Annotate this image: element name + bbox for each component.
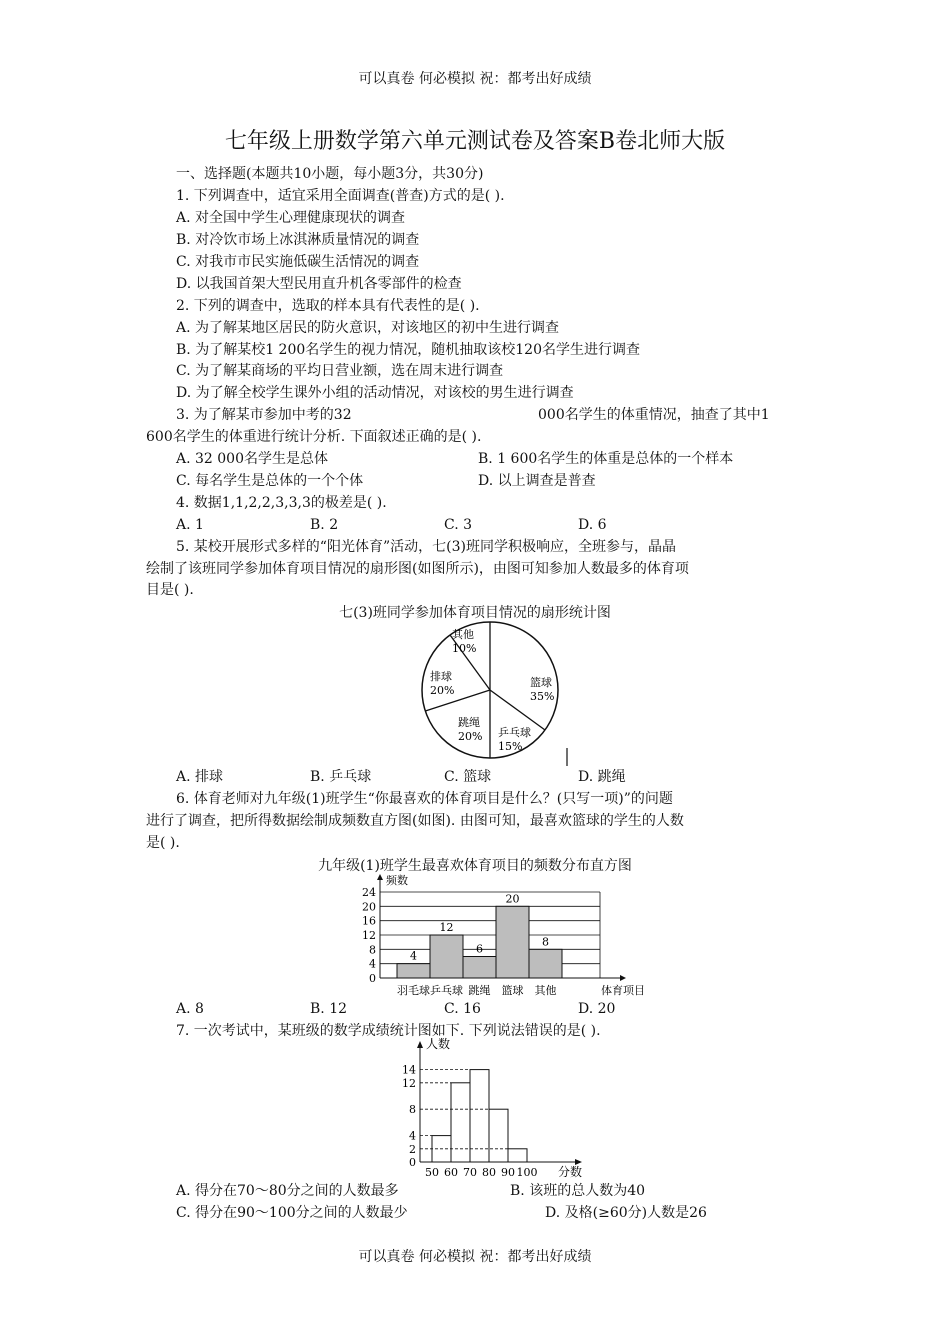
page-header: 可以真卷 何必模拟 祝：都考出好成绩 [358, 71, 592, 87]
y-tick-label: 8 [369, 943, 376, 957]
q7-option-b: B. 该班的总人数为40 [510, 1183, 646, 1199]
bar-value-label: 20 [505, 892, 520, 906]
pie-slice-percent: 20% [458, 730, 483, 743]
bar-value-label: 4 [410, 949, 417, 963]
y-axis-arrow [377, 874, 383, 880]
pie-chart-title: 七(3)班同学参加体育项目情况的扇形统计图 [339, 605, 611, 621]
q5-option-d: D. 跳绳 [578, 769, 626, 785]
q7-option-c: C. 得分在90～100分之间的人数最少 [176, 1205, 408, 1221]
q6-option-d: D. 20 [578, 1001, 616, 1017]
histogram-bar [489, 1109, 508, 1162]
q4-option-a: A. 1 [176, 517, 204, 533]
y-tick-label: 8 [409, 1103, 416, 1117]
pie-chart [410, 620, 580, 770]
q1-option-d: D. 以我国首架大型民用直升机各零部件的检查 [176, 276, 462, 292]
q5-option-a: A. 排球 [176, 769, 224, 785]
q2-option-b: B. 为了解某校1 200名学生的视力情况，随机抽取该校120名学生进行调查 [176, 342, 640, 358]
histogram-bar [463, 957, 496, 979]
pie-slice-percent: 20% [430, 684, 455, 697]
pie-slice-percent: 35% [530, 690, 555, 703]
pie-slice-label: 乒乓球 [498, 726, 531, 739]
histogram-bar [430, 935, 463, 978]
y-tick-label: 24 [362, 886, 376, 899]
y-tick-label: 0 [369, 972, 376, 985]
q6-line3: 是( ). [146, 835, 180, 851]
q3-option-d: D. 以上调查是普查 [478, 473, 596, 489]
pie-slice-label: 跳绳 [458, 716, 480, 729]
histogram-bar [451, 1083, 470, 1162]
sports-histogram [350, 870, 645, 1000]
q2-option-a: A. 为了解某地区居民的防火意识，对该地区的初中生进行调查 [176, 320, 560, 336]
y-tick-label: 12 [402, 1076, 416, 1090]
y-tick-label: 4 [369, 957, 376, 971]
q4-stem: 4. 数据1,1,2,2,3,3,3的极差是( ). [176, 495, 387, 511]
q3-option-a: A. 32 000名学生是总体 [176, 451, 328, 467]
y-tick-label: 2 [409, 1142, 416, 1156]
pie-slice-label: 其他 [452, 628, 474, 641]
x-axis-label: 分数 [557, 1165, 583, 1179]
y-tick-label: 0 [409, 1156, 416, 1169]
y-tick-label: 4 [409, 1129, 416, 1143]
pie-slice-percent: 15% [498, 740, 523, 753]
histogram-bar [470, 1070, 489, 1162]
histogram-bar [508, 1149, 527, 1162]
q3-stem-part2: 000名学生的体重情况，抽查了其中1 [538, 407, 770, 423]
q6-line2: 进行了调查，把所得数据绘制成频数直方图(如图). 由图可知，最喜欢篮球的学生的人数 [146, 813, 684, 829]
x-axis-arrow [620, 975, 626, 981]
histogram-bar [397, 964, 430, 978]
q6-option-c: C. 16 [444, 1001, 481, 1017]
x-category-label: 跳绳 [468, 984, 491, 997]
y-axis-label: 频数 [386, 874, 408, 887]
q3-stem-part1: 3. 为了解某市参加中考的32 [176, 407, 352, 423]
q7-option-d: D. 及格(≥60分)人数是26 [545, 1205, 707, 1221]
q3-stem-line2: 600名学生的体重进行统计分析. 下面叙述正确的是( ). [146, 429, 482, 445]
x-category-label: 羽毛球 [397, 984, 430, 997]
q5-option-b: B. 乒乓球 [310, 769, 372, 785]
q4-option-d: D. 6 [578, 517, 607, 533]
y-tick-label: 14 [402, 1063, 416, 1077]
q7-stem: 7. 一次考试中，某班级的数学成绩统计图如下. 下列说法错误的是( ). [176, 1023, 601, 1039]
x-tick-label: 60 [444, 1166, 458, 1179]
x-tick-label: 80 [482, 1166, 496, 1179]
x-tick-label: 90 [501, 1166, 515, 1179]
histogram-bar [529, 949, 562, 978]
y-axis-arrow [417, 1041, 423, 1048]
score-histogram [390, 1036, 590, 1182]
y-tick-label: 16 [362, 914, 376, 928]
q5-line2: 绘制了该班同学参加体育项目情况的扇形图(如图所示)，由图可知参加人数最多的体育项 [146, 561, 689, 577]
q2-stem: 2. 下列的调查中，选取的样本具有代表性的是( ). [176, 298, 480, 314]
q2-option-c: C. 为了解某商场的平均日营业额，选在周末进行调查 [176, 363, 504, 379]
q3-option-c: C. 每名学生是总体的一个个体 [176, 473, 364, 489]
section-heading: 一、选择题(本题共10小题，每小题3分，共30分) [176, 166, 484, 182]
histogram-bar [496, 906, 529, 978]
q2-option-d: D. 为了解全校学生课外小组的活动情况，对该校的男生进行调查 [176, 385, 574, 401]
pie-slice-label: 篮球 [530, 676, 552, 689]
q5-line3: 目是( ). [146, 582, 194, 598]
q4-option-b: B. 2 [310, 517, 339, 533]
q5-option-c: C. 篮球 [444, 769, 492, 785]
x-category-label: 其他 [534, 984, 557, 997]
q6-option-a: A. 8 [176, 1001, 204, 1017]
x-tick-label: 70 [463, 1166, 477, 1179]
bar-value-label: 12 [439, 921, 454, 934]
q6-line1: 6. 体育老师对九年级(1)班学生“你最喜欢的体育项目是什么？(只写一项)”的问题 [176, 791, 673, 807]
y-tick-label: 12 [362, 929, 376, 942]
pie-slice-percent: 10% [452, 642, 477, 655]
page-footer: 可以真卷 何必模拟 祝：都考出好成绩 [358, 1249, 592, 1265]
q3-option-b: B. 1 600名学生的体重是总体的一个样本 [478, 451, 734, 467]
y-axis-label: 人数 [426, 1037, 451, 1051]
histogram-title: 九年级(1)班学生最喜欢体育项目的频数分布直方图 [318, 858, 632, 874]
q6-option-b: B. 12 [310, 1001, 348, 1017]
q5-line1: 5. 某校开展形式多样的“阳光体育”活动，七(3)班同学积极响应，全班参与，晶晶 [176, 539, 676, 555]
q4-option-c: C. 3 [444, 517, 473, 533]
x-category-label: 乒乓球 [430, 984, 463, 997]
q1-option-a: A. 对全国中学生心理健康现状的调查 [176, 210, 406, 226]
bar-value-label: 6 [476, 942, 483, 956]
q7-option-a: A. 得分在70～80分之间的人数最多 [176, 1183, 399, 1199]
x-tick-label: 100 [516, 1166, 538, 1179]
q1-stem: 1. 下列调查中，适宜采用全面调查(普查)方式的是( ). [176, 188, 505, 204]
document-title: 七年级上册数学第六单元测试卷及答案B卷北师大版 [224, 129, 726, 154]
q1-option-c: C. 对我市市民实施低碳生活情况的调查 [176, 254, 420, 270]
bar-value-label: 8 [542, 935, 549, 949]
x-tick-label: 50 [425, 1166, 439, 1179]
y-tick-label: 20 [362, 900, 376, 914]
x-category-label: 篮球 [501, 984, 524, 997]
q1-option-b: B. 对冷饮市场上冰淇淋质量情况的调查 [176, 232, 420, 248]
x-axis-label: 体育项目 [601, 984, 645, 997]
pie-slice-label: 排球 [430, 670, 452, 683]
